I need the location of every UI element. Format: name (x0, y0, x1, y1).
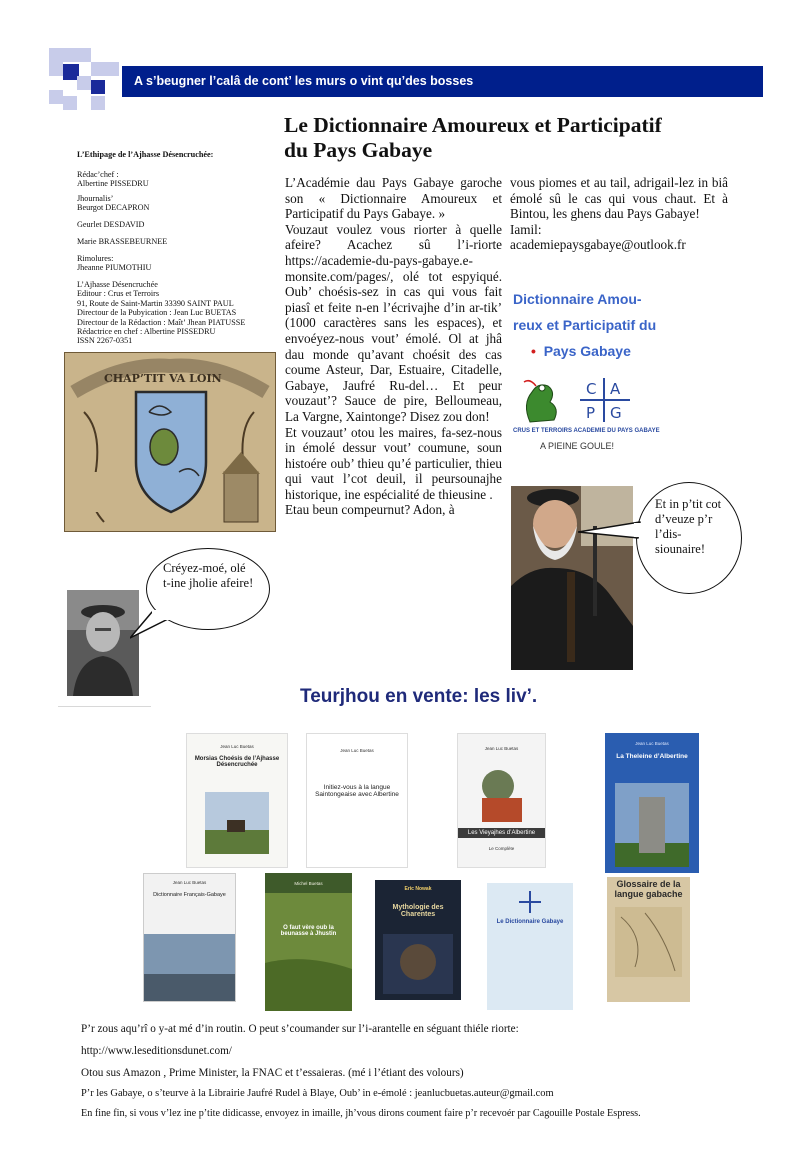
speech-bubble-left-text: Créyez-moé, olé t-ine jholie afeire! (163, 561, 254, 590)
masthead-journalists-label: Jhournalis’ (77, 194, 114, 203)
svg-text:C: C (586, 380, 597, 398)
masthead-line: L’Ajhasse Désencruchée (77, 280, 158, 289)
academy-logo-icon (520, 374, 650, 426)
book-cover[interactable] (607, 877, 690, 1002)
dictionary-logo-title (513, 286, 693, 364)
speech-bubble-left-tail (130, 600, 190, 640)
book-cover[interactable] (605, 733, 699, 873)
book-author: Jean Luc Buetas (172, 880, 207, 885)
book-cover-image (265, 873, 352, 1011)
masthead-line: ISSN 2267-0351 (77, 336, 133, 346)
book-author: Eric Nowak (404, 886, 432, 892)
book-cover-image (464, 760, 538, 824)
book-title: Le Dictionnaire Gabaye (496, 919, 564, 925)
man-portrait-illustration (67, 590, 139, 696)
svg-text:P: P (586, 404, 596, 422)
book-author: Michel Buetas (294, 881, 323, 886)
footer-line-3: Otou sus Amazon , Prime Minister, la FNAC et t’essaieras. (mé i l’étiant des volours) (81, 1067, 464, 1079)
masthead-line: Directour de la Pubyication : Jean Luc BUETAS (77, 308, 237, 318)
article-title-line-1: Le Dictionnaire Amoureux et Participatif (284, 113, 662, 137)
book-cover[interactable] (457, 733, 546, 868)
book-author: Jean Luc Buetas (484, 746, 519, 751)
book-author: Jean Luc Buetas (635, 741, 669, 746)
portrait-photo-left (67, 590, 139, 696)
speech-bubble-right-text: Et in p’tit cot d’veuze p’r l’dis-siounaire! (655, 497, 722, 556)
svg-text:A: A (610, 380, 621, 398)
logo-caption: CRUS ET TERROIRS ACADEMIE DU PAYS GABAYE (513, 428, 660, 434)
book-title: Dictionnaire Français-Gabaye (153, 892, 226, 898)
masthead-editor (77, 170, 149, 189)
book-cover-image (615, 907, 682, 977)
man-with-bagpipe-illustration (511, 486, 633, 670)
article-column-2 (510, 175, 728, 253)
article-title-line-2: du Pays Gabaye (284, 138, 433, 162)
article-paragraph: vous piomes et au tail, adrigail-lez in biâ émolé sû le cas qui vous chaut. Et à Bintou, les ghens dau Pays Gabaye! (510, 175, 728, 222)
speech-bubble-right (636, 482, 742, 594)
books-section-title: Teurjhou en vente: les liv’. (300, 686, 538, 707)
book-title: Les Vieyajhes d’Albertine (458, 828, 545, 838)
book-cover-image (144, 934, 235, 1001)
book-cover-image (205, 792, 269, 854)
book-cover[interactable] (265, 873, 352, 1011)
masthead-title: L’Ethipage de l’Ajhasse Désencruchée: (77, 150, 214, 159)
email-label: Iamil: (510, 221, 542, 237)
masthead-journalist-1: Beurgot DECAPRON (77, 203, 150, 213)
website-link[interactable]: http://www.leseditionsdunet.com/ (81, 1045, 232, 1057)
book-cover[interactable] (306, 733, 408, 868)
crest-motto: CHAP’TIT VA LOIN (104, 372, 222, 385)
masthead-line: 91, Route de Saint-Martin 33390 SAINT PAUL (77, 298, 234, 308)
divider (58, 706, 151, 707)
masthead-journalists (77, 194, 149, 213)
masthead-editor-label: Rédac’chef : (77, 170, 119, 179)
masthead-line: Editour : Crus et Terroirs (77, 289, 160, 299)
masthead-rimolures-label: Rimolures: (77, 254, 114, 263)
masthead-line: Rédactrice en chef : Albertine PISSEDRU (77, 327, 216, 337)
masthead-line: Directour de la Rédaction : Maît’ Jhean PIATUSSE (77, 317, 246, 327)
logo-title-line-1: Dictionnaire Amou- (513, 291, 642, 307)
masthead-editor-name: Albertine PISSEDRU (77, 179, 149, 189)
footer-line-5: En fine fin, si vous v’lez ine p’tite didicasse, envoyez in imaille, jh’vous dirons coument faire p’r recevoér par Cagouille Postale Espress. (81, 1108, 641, 1119)
book-title: La Theleine d’Albertine (616, 753, 688, 760)
book-cover[interactable] (487, 883, 573, 1010)
book-cover[interactable] (186, 733, 288, 868)
book-cover-image (517, 889, 543, 915)
masthead-rimolures (77, 254, 151, 273)
footer-line-1: P’r zous aqu’rî o y-at mé d’in routin. O peut s’coumander sur l’i-arantelle en séguant thiéle riorte: (81, 1023, 519, 1035)
book-title: O faut vère oub la beunasse à Jhustin (280, 925, 337, 937)
book-cover[interactable] (143, 873, 236, 1002)
header-banner-text: A s’beugner l’calâ de cont’ les murs o vint qu’des bosses (134, 74, 474, 88)
masthead-publication-info (77, 280, 245, 346)
logo-tagline: A PIEINE GOULE! (540, 441, 615, 451)
article-paragraph: Et vouzaut’ otou les maires, fa-sez-nous in émolé dessur vout’ coumune, soun histoére oub’ thieu qu’é particulier, thieu qui vaut l’cot deuil, il peursounajhe historique, ine espécialité de thieusine . (285, 424, 502, 502)
masthead-rimolures-name: Jheanne PIUMOTHIU (77, 263, 152, 273)
masthead-journalist-2: Geurlet DESDAVID (77, 220, 145, 229)
footer-line-4: P’r les Gabaye, o s’teurve à la Librairie Jaufré Rudel à Blaye, Oub’ in e-émolé : jeanlucbuetas.auteur@gmail.com (81, 1088, 554, 1099)
book-title: Mythologie des Charentes (392, 904, 444, 918)
book-title: Initiez-vous à la langue Saintongeaise avec Albertine (315, 784, 399, 798)
book-author: Jean Luc Buetas (340, 748, 374, 753)
crest-illustration (64, 352, 276, 532)
book-cover[interactable] (375, 880, 461, 1000)
svg-text:G: G (610, 404, 622, 422)
portrait-photo-right (511, 486, 633, 670)
article-paragraph: Etau beun compeurnut? Adon, à (285, 502, 455, 518)
article-paragraph: L’Académie dau Pays Gabaye garoche son « Dictionnaire Amoureux et Participatif du Pays Gabaye. » (285, 175, 502, 222)
logo-title-line-3 (513, 338, 693, 364)
speech-bubble-right-tail (578, 518, 644, 544)
book-author: Jean Luc Buetas (220, 744, 254, 749)
book-cover-image (615, 783, 689, 867)
article-paragraph: Vouzaut voulez vous riorter à quelle afeire? Acachez sû l’i-riorte https://academie-du-pays-gabaye.e-monsite.com/pages/, olé tot espyiqué. Oub’ choésis-sez in cas qui vous fait piasî et feite n-en l’écrivajhe d’in ar-tik’ (1000 caractères sans les espaces), et envoéyez-nous vout’ émolé. Ol at jhâ dau monde qu’avant choésit des cas coume Asteur, Dar, Estuaire, Citadelle, Gabaye, Jaufré Ru-del… Et peur vouzaut’? Sauce de pire, Belloumeau, La Vargne, Xaintonge? Disez zou don! (285, 221, 502, 424)
article-column-1 (285, 175, 502, 518)
book-title: Glossaire de la langue gabache (614, 879, 683, 899)
crest-image (64, 352, 276, 532)
book-title: Morsias Choésis de l’Ajhasse Désencruchée (194, 756, 280, 768)
logo-title-line-2: reux et Participatif du (513, 317, 657, 333)
logo-bullet-icon: • (531, 343, 536, 359)
book-subtitle: Le Complète (488, 846, 515, 851)
logo-title-line-3-text: Pays Gabaye (543, 343, 631, 359)
email-address[interactable]: academiepaysgabaye@outlook.fr (510, 237, 686, 253)
article-title (284, 113, 754, 163)
book-cover-image (383, 934, 453, 994)
masthead-journalist-3: Marie BRASSEBEURNEE (77, 237, 168, 246)
